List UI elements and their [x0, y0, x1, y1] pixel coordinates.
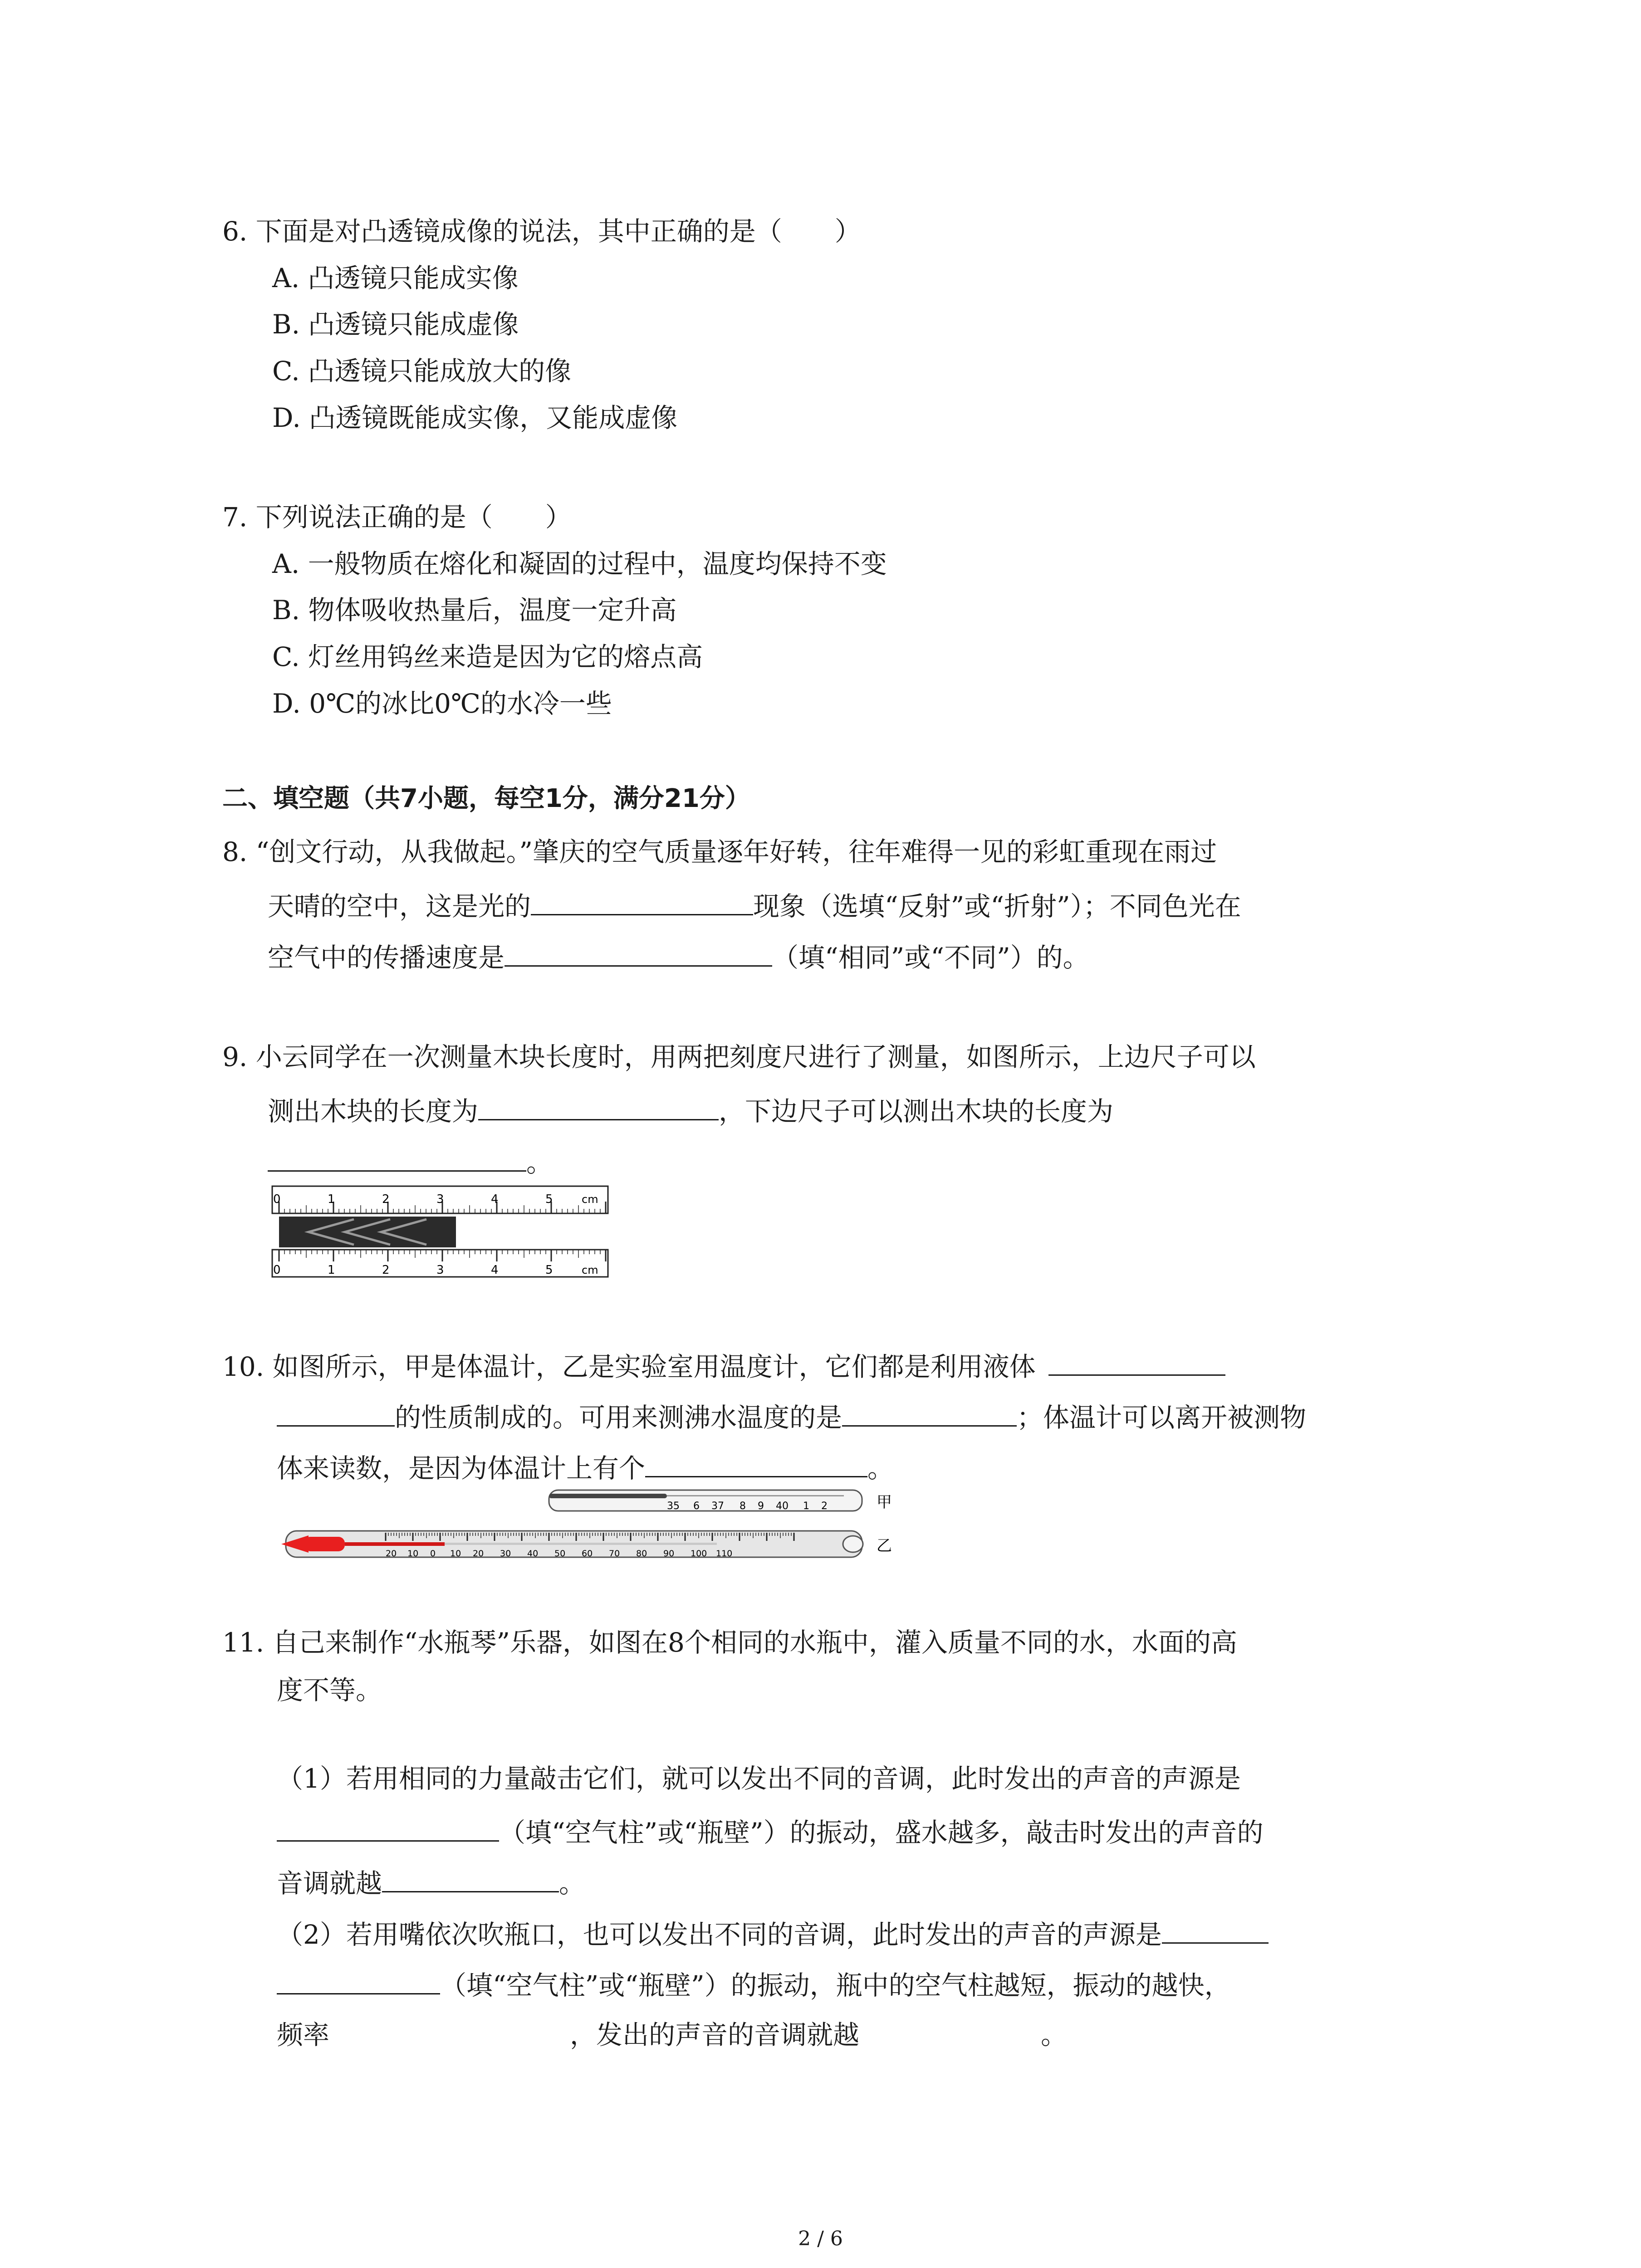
q6-option-a: A. 凸透镜只能成实像: [272, 263, 519, 293]
q8-blank-1[interactable]: [531, 887, 753, 915]
top-label-0: 0: [273, 1193, 281, 1206]
wood-block: [279, 1217, 456, 1247]
label-yi: 乙: [877, 1537, 892, 1555]
q11-blank-5[interactable]: [859, 2017, 1041, 2044]
t1-label-1: 1: [803, 1501, 809, 1512]
q11-p1-line-2: [277, 1813, 1264, 1849]
q8-text-3a: 空气中的传播速度是: [268, 942, 505, 973]
t2-label-1: 10: [407, 1549, 419, 1559]
q10-blank-3[interactable]: [645, 1449, 867, 1477]
t2-label-6: 40: [527, 1549, 539, 1559]
q8-text-2a: 天晴的空中，这是光的: [268, 891, 531, 922]
q10-text-3b: 。: [867, 1453, 894, 1484]
q11-blank-2[interactable]: [382, 1864, 559, 1892]
bottom-label-4: 4: [491, 1263, 499, 1277]
t1-label-2: 2: [821, 1501, 828, 1512]
lab-thermometer: [281, 1531, 892, 1559]
q11-p1-line-3: [277, 1864, 585, 1900]
q11-blank-1[interactable]: [277, 1813, 499, 1842]
q8-line-2: [268, 887, 1241, 923]
q9-text-3: 。: [526, 1147, 553, 1178]
q8-text-3b: （填“相同”或“不同”）的。: [772, 942, 1089, 973]
thermometer-figure: [277, 1486, 921, 1572]
q6-stem: 6. 下面是对凸透镜成像的说法，其中正确的是（ ）: [222, 216, 861, 247]
q11-p2-line-3: [277, 2017, 1067, 2051]
q10-blank-1b[interactable]: [277, 1398, 395, 1427]
q10-text-2b: ；体温计可以离开被测物: [1017, 1402, 1307, 1433]
q10-text-1: 10. 如图所示，甲是体温计，乙是实验室用温度计，它们都是利用液体: [222, 1351, 1036, 1382]
q9-line-1: 9. 小云同学在一次测量木块长度时，用两把刻度尺进行了测量，如图所示，上边尺子可以: [222, 1041, 1256, 1072]
t2-label-4: 20: [473, 1549, 484, 1559]
top-label-3: 3: [436, 1193, 444, 1206]
top-label-1: 1: [328, 1193, 335, 1206]
t2-label-8: 60: [582, 1549, 593, 1559]
q6-option-d: D. 凸透镜既能成实像，又能成虚像: [272, 402, 678, 433]
q10-line-1: [222, 1347, 1225, 1383]
page-number: 2 / 6: [798, 2227, 843, 2250]
bottom-label-0: 0: [273, 1263, 281, 1277]
q9-line-3: [268, 1143, 553, 1179]
q11-blank-3a[interactable]: [1162, 1915, 1269, 1944]
clinical-thermometer: [549, 1490, 892, 1512]
bottom-ruler: [272, 1250, 608, 1277]
q11-blank-4[interactable]: [329, 2017, 570, 2044]
t2-label-10: 80: [636, 1549, 647, 1559]
q9-line-2: [268, 1092, 1113, 1128]
q8-text-2b: 现象（选填“反射”或“折射”）；不同色光在: [753, 891, 1241, 922]
q10-blank-1a[interactable]: [1048, 1347, 1225, 1376]
t2-label-0: 20: [386, 1549, 397, 1559]
t2-label-12: 100: [691, 1549, 707, 1559]
q11-line-1: 11. 自己来制作“水瓶琴”乐器，如图在8个相同的水瓶中，灌入质量不同的水，水面的高: [222, 1627, 1237, 1658]
t1-label-8: 8: [740, 1501, 746, 1512]
q7-option-a: A. 一般物质在熔化和凝固的过程中，温度均保持不变: [272, 548, 887, 579]
bottom-label-2: 2: [382, 1263, 390, 1277]
q9-blank-1[interactable]: [478, 1092, 719, 1120]
q7-option-b: B. 物体吸收热量后，温度一定升高: [272, 595, 677, 626]
q6-option-c: C. 凸透镜只能成放大的像: [272, 356, 572, 386]
t1-label-9: 9: [758, 1501, 764, 1512]
t2-label-9: 70: [609, 1549, 620, 1559]
top-label-5: 5: [545, 1193, 553, 1206]
bottom-label-1: 1: [328, 1263, 335, 1277]
q6-option-b: B. 凸透镜只能成虚像: [272, 309, 519, 340]
t1-label-40: 40: [776, 1501, 789, 1512]
q10-blank-2[interactable]: [842, 1398, 1017, 1427]
q9-text-2a: 测出木块的长度为: [268, 1096, 479, 1127]
q9-blank-2[interactable]: [268, 1143, 526, 1172]
q11-p1-line-1: （1）若用相同的力量敲击它们，就可以发出不同的音调，此时发出的声音的声源是: [277, 1763, 1241, 1794]
top-label-2: 2: [382, 1193, 390, 1206]
section-heading: 二、填空题（共7小题，每空1分，满分21分）: [222, 784, 750, 813]
q8-line-3: [268, 938, 1089, 974]
t2-label-11: 90: [663, 1549, 675, 1559]
t1-label-37: 37: [711, 1501, 724, 1512]
q8-line-1: 8. “创文行动，从我做起。”肇庆的空气质量逐年好转，往年难得一见的彩虹重现在雨过: [222, 836, 1217, 867]
q11-p2-line-1: [277, 1915, 1269, 1951]
q11-p2-text-b: （填“空气柱”或“瓶壁”）的振动，瓶中的空气柱越短，振动的越快，: [440, 1970, 1231, 2001]
q7-stem: 7. 下列说法正确的是（ ）: [222, 502, 572, 533]
bottom-label-3: 3: [436, 1263, 444, 1277]
q11-line-2: 度不等。: [277, 1675, 382, 1706]
t1-label-6: 6: [693, 1501, 700, 1512]
top-ruler: [272, 1186, 608, 1213]
top-label-4: 4: [491, 1193, 499, 1206]
label-jia: 甲: [877, 1493, 892, 1511]
t2-label-13: 110: [716, 1549, 733, 1559]
q10-line-2: [277, 1398, 1306, 1434]
q11-p2-text-a: （2）若用嘴依次吹瓶口，也可以发出不同的音调，此时发出的声音的声源是: [277, 1919, 1162, 1950]
q10-text-2a: 的性质制成的。可用来测沸水温度的是: [395, 1402, 843, 1433]
q7-option-d: D. 0℃的冰比0℃的水冷一些: [272, 688, 612, 719]
top-label-unit: cm: [582, 1193, 598, 1206]
bottom-label-5: 5: [545, 1263, 553, 1277]
q11-p2-line-2: [277, 1966, 1231, 2002]
q11-p1-text-c: 音调就越: [277, 1868, 382, 1899]
q10-text-3a: 体来读数，是因为体温计上有个: [277, 1453, 646, 1484]
q11-p1-text-b: （填“空气柱”或“瓶壁”）的振动，盛水越多，敲击时发出的声音的: [499, 1817, 1264, 1848]
q8-blank-2[interactable]: [505, 938, 772, 967]
t2-label-3: 10: [450, 1549, 461, 1559]
t2-label-5: 30: [500, 1549, 511, 1559]
q9-text-2b: ，下边尺子可以测出木块的长度为: [719, 1096, 1114, 1127]
q11-p1-text-d: 。: [559, 1868, 586, 1899]
ruler-figure: [268, 1184, 617, 1279]
q11-blank-3b[interactable]: [277, 1966, 440, 1994]
bottom-label-unit: cm: [582, 1264, 598, 1276]
t1-label-35: 35: [667, 1501, 680, 1512]
q7-option-c: C. 灯丝用钨丝来造是因为它的熔点高: [272, 641, 703, 672]
t2-label-7: 50: [554, 1549, 566, 1559]
q10-line-3: [277, 1449, 894, 1485]
q11-p2-text-c: 频率: [277, 2019, 330, 2050]
q11-p2-text-e: 。: [1041, 2019, 1068, 2050]
t2-label-2: 0: [430, 1549, 436, 1559]
q11-p2-text-d: ，发出的声音的音调就越: [570, 2019, 860, 2050]
